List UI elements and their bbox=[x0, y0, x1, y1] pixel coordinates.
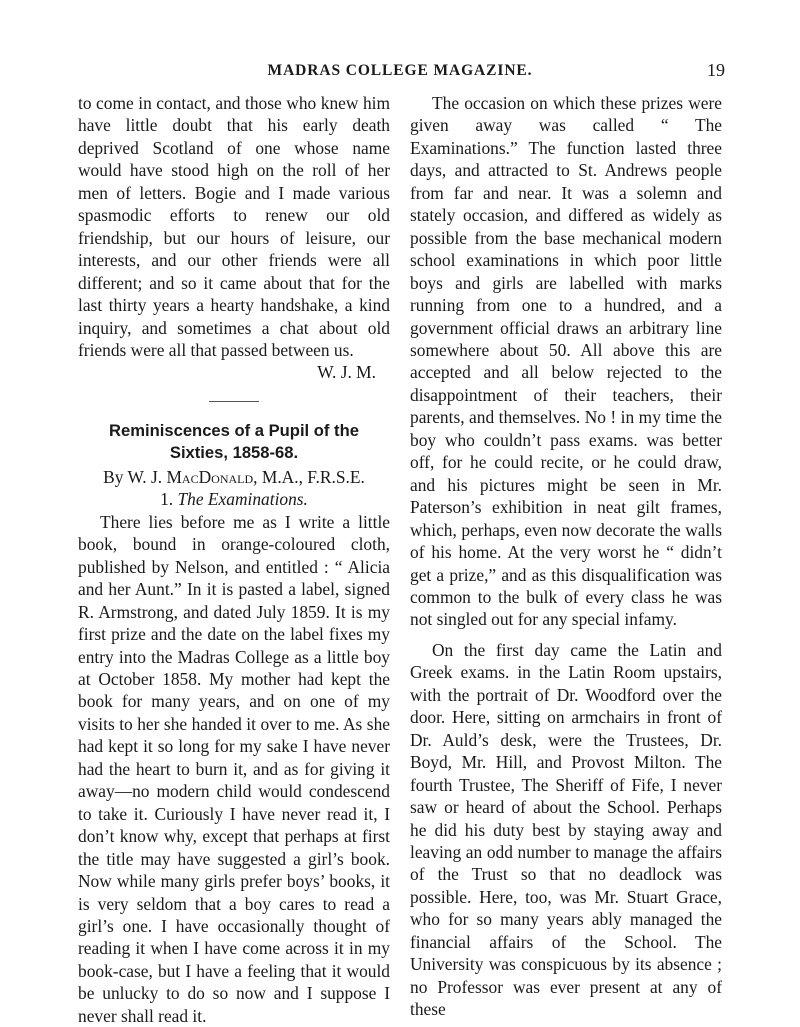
running-head: MADRAS COLLEGE MAGAZINE. bbox=[267, 62, 533, 79]
body-paragraph: On the first day came the Latin and Greek exams. in the Latin Room upstairs, with the portrait of Dr. Woodford over the door. Here, sitting on armchairs in front of Dr. Auld’s desk, were the Trustees, Dr. Boyd, Mr. Hill, and Provost Milton. The fourth Trustee, The Sheriff of Fife, I never saw or heard of about the School. Perhaps he did his duty best by staying away and leaving an odd number to manage the affairs of the Trust so that no deadlock was possible. Here, too, was Mr. Stuart Grace, who for so many years ably managed the financial affairs of the School. The University was conspicuous by its absence ; no Professor was ever present at any of these bbox=[410, 639, 722, 1020]
right-column bbox=[410, 92, 722, 1021]
byline-author-name: MacDonald bbox=[166, 466, 254, 487]
page-header bbox=[75, 58, 725, 86]
continued-paragraph: to come in contact, and those who knew him have little doubt that his early death deprived Scotland of one whose name would have stood high on the roll of her men of letters. Bogie and I made various spasmodic efforts to renew our old friendship, but our hours of leisure, our interests, and our other friends were all different; and so it came about that for the last thirty years a hearty handshake, a kind inquiry, and sometimes a chat about old friends were all that passed between us. bbox=[78, 93, 390, 360]
page-number: 19 bbox=[707, 60, 725, 80]
section-heading bbox=[78, 488, 390, 510]
body-paragraph: The occasion on which these prizes were given away was called “ The Examinations.” The function lasted three days, and attracted to St. Andrews people from far and near. It was a solemn and stately occasion, and differed as widely as possible from the base mechanical modern school examinations in which poor little boys and girls are labelled with marks running from one to a hundred, and a government official draws an arbitrary line somewhere about 50. All above this are accepted and all below rejected to the disappointment of their teachers, their parents, and themselves. No ! in my time the boy who couldn’t pass exams. was better off, for he could recite, or he could draw, and his pictures might be seen in Mr. Paterson’s exhibition in neat gilt frames, which, perhaps, even now decorate the walls of his home. At the very worst he “ didn’t get a prize,” and as this disqualification was common to the bulk of every class he was not singled out for any special infamy. bbox=[410, 93, 722, 630]
section-title: The Examinations. bbox=[177, 489, 308, 510]
author-signoff: W. J. M. bbox=[317, 362, 376, 383]
paragraph-gap bbox=[410, 631, 722, 639]
byline-credentials: , M.A., F.R.S.E. bbox=[253, 466, 365, 487]
article-title: Reminiscences of a Pupil of the Sixties, 1858-68. bbox=[109, 420, 359, 462]
left-column bbox=[78, 92, 390, 1027]
section-number: 1. bbox=[160, 489, 178, 510]
article-byline bbox=[78, 466, 390, 488]
body-paragraph: There lies before me as I write a little book, bound in orange-coloured cloth, published by Nelson, and entitled : “ Alicia and her Aunt.” In it is pasted a label, signed R. Armstrong, and dated July 1859. It is my first prize and the date on the label fixes my entry into the Madras College as a little boy at October 1858. My mother had kept the book for many years, and on one of my visits to her she handed it over to me. As she had kept it so long for my sake I have never had the heart to burn it, and as for giving it away—no modern child would condescend to take it. Curiously I have never read it, I don’t know why, except that perhaps at first the title may have suggested a girl’s book. Now while many girls prefer boys’ books, it is very seldom that a boy cares to read a girl’s one. I have occasionally thought of reading it when I have come across it in my book-case, but I have a feeling that it would be unlucky to do so now and I suppose I never shall read it. bbox=[78, 511, 390, 1026]
section-divider bbox=[209, 401, 259, 402]
byline-prefix: By W. J. bbox=[103, 466, 167, 487]
